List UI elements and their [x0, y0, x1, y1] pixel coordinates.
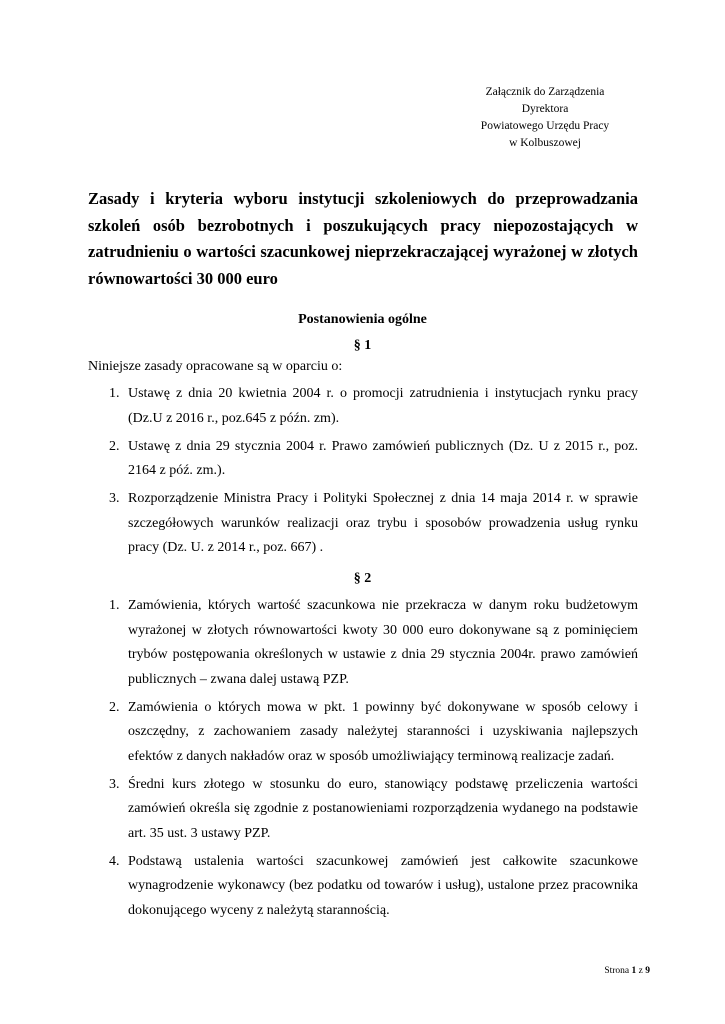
section-2-list — [88, 594, 638, 927]
list-item — [88, 435, 638, 484]
general-provisions-heading: Postanowienia ogólne — [298, 312, 427, 327]
section-2-symbol: § 2 — [353, 571, 372, 586]
list-item-number: 2. — [109, 699, 120, 715]
section-1-list — [88, 382, 638, 564]
total-pages-number: 9 — [645, 966, 650, 976]
list-item — [88, 850, 638, 924]
page-number-footer — [560, 966, 650, 976]
list-item-text: Ustawę z dnia 29 stycznia 2004 r. Prawo zamówień publicznych (Dz. U z 2015 r., poz. 2164 z póź. zm.). — [128, 438, 638, 478]
list-item-number: 3. — [109, 491, 120, 506]
list-item-number: 3. — [109, 776, 120, 792]
list-item-number: 1. — [109, 598, 120, 613]
list-item-text: Zamówienia, których wartość szacunkowa nie przekracza w danym roku budżetowym wyrażonej w złotych równowartości kwoty 30 000 euro dokonywane są z pominięciem trybów postępowania określonych w ustawie z dnia 29 stycznia 2004r. prawo zamówień publicznych – zwana dalej ustawą PZP. — [128, 598, 638, 687]
list-item-text: Zamówienia o których mowa w pkt. 1 powinny być dokonywane w sposób celowy i oszczędny, z zachowaniem zasady należytej staranności i uzyskiwania najlepszych efektów z danych nakładów oraz w sposób umożliwiający terminową realizacje zadań. — [128, 699, 638, 764]
page-label: Strona — [604, 966, 630, 976]
attachment-header — [420, 84, 670, 152]
list-item-number: 2. — [109, 438, 120, 454]
section-1-symbol: § 1 — [353, 338, 372, 353]
list-item — [88, 696, 638, 770]
list-item — [88, 382, 638, 431]
header-line-2: Dyrektora — [521, 103, 569, 115]
section-1-intro: Niniejsze zasady opracowane są w oparciu o: — [88, 359, 343, 374]
header-line-4: w Kolbuszowej — [509, 137, 581, 149]
list-item-number: 1. — [109, 386, 120, 401]
list-item-text: Ustawę z dnia 20 kwietnia 2004 r. o promocji zatrudnienia i instytucjach rynku pracy (Dz.U z 2016 r., poz.645 z późn. zm). — [128, 386, 638, 426]
list-item-text: Rozporządzenie Ministra Pracy i Polityki Społecznej z dnia 14 maja 2014 r. w sprawie szczegółowych warunków realizacji oraz trybu i sposobów prowadzenia usług rynku pracy (Dz. U. z 2014 r., poz. 667) . — [128, 491, 638, 555]
list-item — [88, 594, 638, 692]
list-item-text: Średni kurs złotego w stosunku do euro, stanowiący podstawę przeliczenia wartości zamówień określa się zgodnie z postanowieniami rozporządzenia wydanego na podstawie art. 35 ust. 3 ustawy PZP. — [128, 776, 638, 841]
list-item-text: Podstawą ustalenia wartości szacunkowej zamówień jest całkowite szacunkowe wynagrodzenie wykonawcy (bez podatku od towarów i usług), ustalone przez pracownika dokonującego wyceny z należytą starannością. — [128, 853, 638, 918]
list-item — [88, 773, 638, 847]
header-line-3: Powiatowego Urzędu Pracy — [480, 120, 610, 132]
header-line-1: Załącznik do Zarządzenia — [485, 86, 605, 98]
list-item-number: 4. — [109, 853, 120, 869]
document-title: Zasady i kryteria wyboru instytucji szkoleniowych do przeprowadzania szkoleń osób bezrobotnych i poszukujących pracy niepozostających w zatrudnieniu o wartości szacunkowej nieprzekraczającej wyrażonej w złotych równowartości 30 000 euro — [88, 189, 638, 288]
list-item — [88, 487, 638, 561]
current-page-number: 1 — [631, 966, 637, 976]
page-of-label: z — [638, 966, 643, 976]
